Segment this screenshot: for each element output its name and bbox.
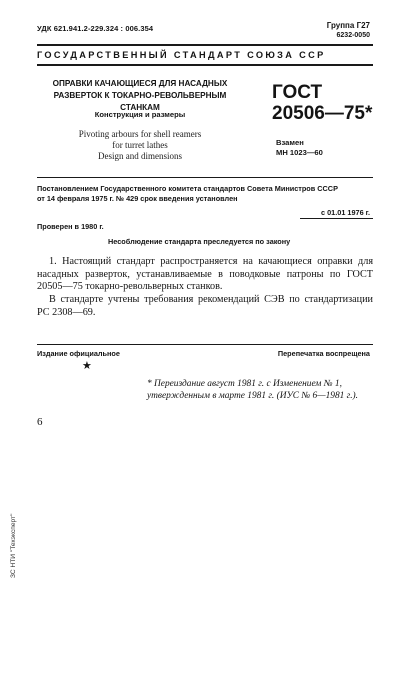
group-label: Группа Г27 [326, 21, 370, 30]
heading-rule [37, 64, 373, 66]
reissue-line-2: утвержденным в марте 1981 г. (ИУС № 6—1981 г.). [147, 391, 359, 401]
gost-label: ГОСТ [272, 82, 323, 103]
group-code [327, 21, 370, 41]
star-mark: ★ [82, 360, 92, 372]
checked-year: Проверен в 1980 г. [37, 222, 104, 231]
decree-line-2: от 14 февраля 1975 г. № 429 срок введения установлен [37, 194, 238, 203]
prosecution-notice: Несоблюдение стандарта преследуется по закону [108, 237, 291, 246]
title-line-1: ОПРАВКИ КАЧАЮЩИЕСЯ ДЛЯ НАСАДНЫХ [52, 79, 228, 88]
page-number: 6 [37, 416, 43, 428]
document-subtitle: Конструкция и размеры [94, 110, 186, 119]
english-title-line-2: for turret lathes [112, 140, 168, 150]
state-standard-heading: ГОСУДАРСТВЕННЫЙ СТАНДАРТ СОЮЗА ССР [37, 50, 326, 60]
udk-code: УДК 621.941.2-229.324 : 006.354 [37, 24, 154, 33]
side-watermark: ЗС НТИ "Техэксперт" [10, 513, 17, 578]
reissue-note [147, 378, 377, 402]
effective-date: с 01.01 1976 г. [321, 208, 370, 217]
english-title-line-3: Design and dimensions [98, 151, 182, 161]
okp-code: 6232-0050 [336, 32, 370, 39]
reissue-line-1: * Переиздание август 1981 г. с Изменением № 1, [147, 379, 342, 389]
top-rule [37, 44, 373, 46]
english-title-line-1: Pivoting arbours for shell reamers [78, 129, 202, 139]
decree-line-1: Постановлением Государственного комитета стандартов Совета Министров СССР [37, 184, 338, 193]
side-watermark-container [10, 513, 20, 698]
replaces-label: Взамен [276, 138, 304, 147]
gost-number: 20506—75* [272, 103, 373, 124]
decree-rule [37, 177, 373, 178]
official-edition: Издание официальное [37, 349, 120, 358]
effective-date-rule [300, 218, 373, 219]
english-title [40, 129, 240, 162]
replaces-block [276, 138, 323, 158]
title-line-2: РАЗВЕРТОК К ТОКАРНО-РЕВОЛЬВЕРНЫМ СТАНКАМ [53, 91, 227, 112]
decree-text [37, 184, 373, 204]
paragraph-1: 1. Настоящий стандарт распространяется на качающиеся оправки для насадных разверток, устанавливаемые в поводковые патроны по ГОСТ 20505—75 токарно-револьверных станков. [37, 256, 373, 292]
replaces-value: МН 1023—60 [276, 148, 323, 157]
gost-designation [272, 82, 372, 124]
document-title [40, 78, 240, 114]
paragraph-2: В стандарте учтены требования рекомендаций СЭВ по стандартизации РС 2308—69. [37, 294, 373, 318]
footer-rule [37, 344, 373, 345]
reprint-prohibited: Перепечатка воспрещена [277, 349, 370, 358]
